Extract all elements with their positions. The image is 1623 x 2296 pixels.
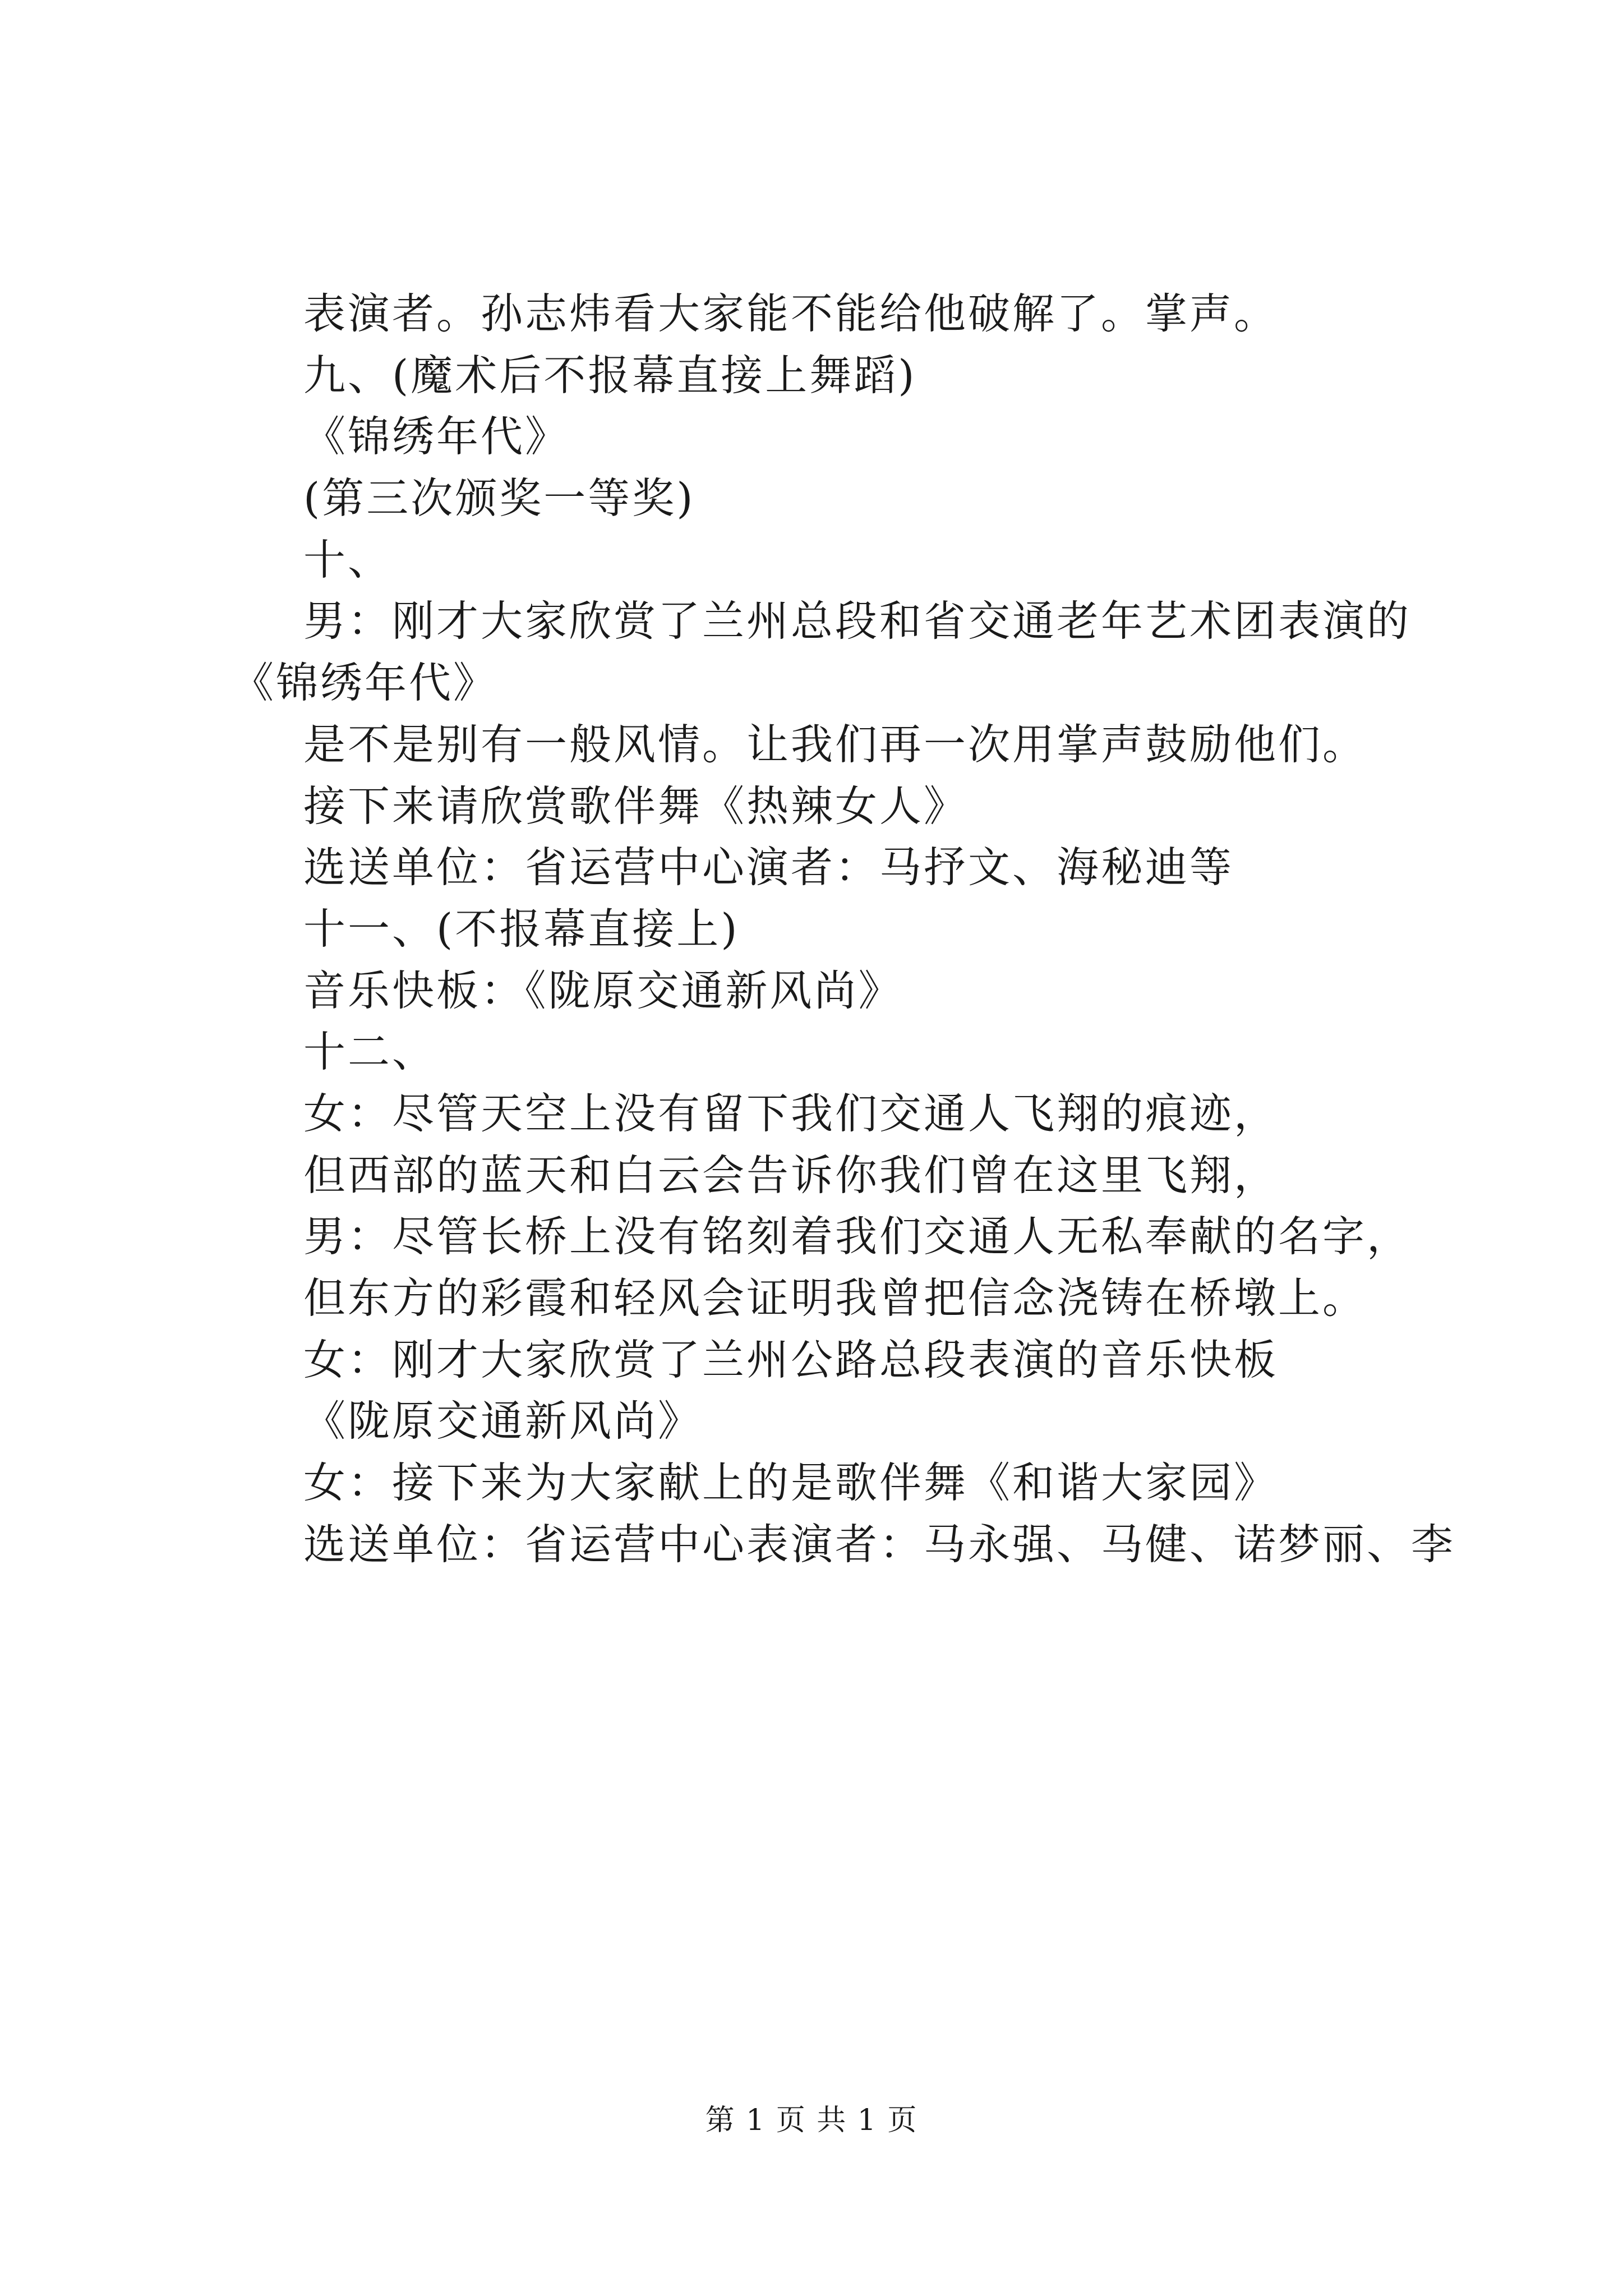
text-line: 女：尽管天空上没有留下我们交通人飞翔的痕迹， [303, 1088, 1279, 1138]
text-line: 女：刚才大家欣赏了兰州公路总段表演的音乐快板 [303, 1335, 1279, 1384]
document-body [232, 283, 1456, 1575]
text-line: 是不是别有一般风情。让我们再一次用掌声鼓励他们。 [303, 719, 1367, 769]
text-line: 九、(魔术后不报幕直接上舞蹈) [303, 350, 917, 400]
text-line: 男：尽管长桥上没有铭刻着我们交通人无私奉献的名字， [303, 1212, 1412, 1262]
text-line: 女：接下来为大家献上的是歌伴舞《和谐大家园》 [303, 1458, 1279, 1508]
text-line: 表演者。孙志炜看大家能不能给他破解了。掌声。 [303, 289, 1279, 338]
text-line: 但东方的彩霞和轻风会证明我曾把信念浇铸在桥墩上。 [303, 1273, 1367, 1323]
text-line: 十、 [303, 535, 393, 585]
text-line: 选送单位：省运营中心演者：马抒文、海秘迪等 [303, 843, 1234, 892]
text-line: 接下来请欣赏歌伴舞《热辣女人》 [303, 781, 969, 831]
page-number-footer: 第 1 页 共 1 页 [705, 2104, 918, 2137]
text-line: 十二、 [303, 1027, 437, 1077]
text-line: 男：刚才大家欣赏了兰州总段和省交通老年艺术团表演的 [303, 596, 1412, 646]
text-line: 十一、(不报幕直接上) [303, 904, 740, 954]
text-line: 音乐快板：《陇原交通新风尚》 [303, 965, 903, 1015]
text-line: 《锦绣年代》 [303, 412, 570, 462]
text-line: 《陇原交通新风尚》 [303, 1396, 703, 1446]
text-line: 选送单位：省运营中心表演者：马永强、马健、诺梦丽、李 [303, 1519, 1456, 1569]
text-line: 《锦绣年代》 [232, 658, 498, 708]
text-line: (第三次颁奖一等奖) [303, 473, 695, 523]
text-line: 但西部的蓝天和白云会告诉你我们曾在这里飞翔， [303, 1150, 1279, 1200]
